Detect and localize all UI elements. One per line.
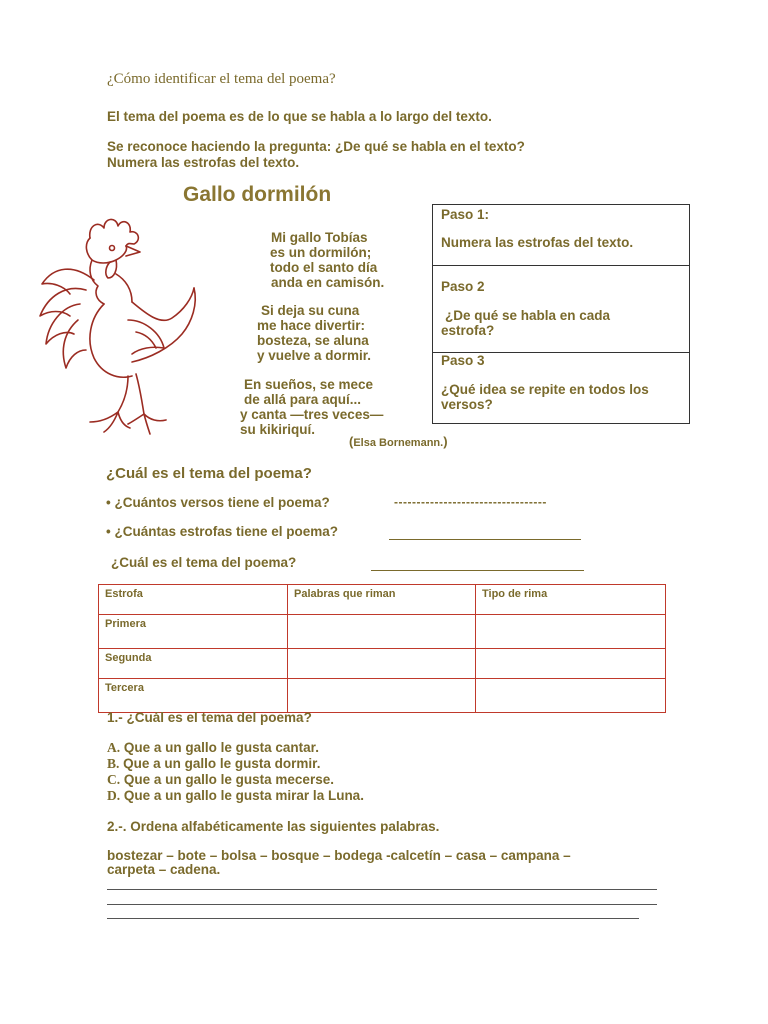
poem-title: Gallo dormilón — [183, 183, 332, 206]
table-header: Tipo de rima — [476, 585, 666, 615]
mc-question: 1.- ¿Cuál es el tema del poema? — [107, 710, 312, 725]
option-letter: D. — [107, 788, 121, 803]
poem-line: me hace divertir: — [257, 318, 366, 333]
rhyme-table — [98, 584, 666, 713]
step-2-text — [441, 308, 610, 338]
question-stanzas: • ¿Cuántas estrofas tiene el poema? — [106, 524, 339, 539]
step-2-title: Paso 2 — [441, 279, 485, 294]
order-words-line-1: bostezar – bote – bolsa – bosque – bodega -calcetín – casa – campana – — [107, 848, 571, 863]
order-question: 2.-. Ordena alfabéticamente las siguientes palabras. — [107, 819, 440, 834]
question-theme: ¿Cuál es el tema del poema? — [111, 555, 297, 570]
paren-close: ) — [443, 434, 448, 449]
answer-blank-stanzas[interactable] — [389, 539, 581, 540]
option-text: Que a un gallo le gusta mecerse. — [123, 772, 334, 787]
answer-blank-theme[interactable] — [371, 570, 584, 571]
answer-line[interactable] — [107, 889, 657, 890]
rooster-illustration — [32, 208, 212, 440]
questions-heading: ¿Cuál es el tema del poema? — [106, 465, 312, 482]
option-letter: B. — [107, 756, 120, 771]
option-text: Que a un gallo le gusta cantar. — [123, 740, 319, 755]
step-divider — [433, 265, 689, 266]
step-3-line: ¿Qué idea se repite en todos los — [441, 382, 649, 397]
step-2-line: ¿De qué se habla en cada — [445, 308, 611, 323]
section-question: ¿Cómo identificar el tema del poema? — [107, 71, 336, 87]
intro-paragraph: El tema del poema es de lo que se habla a lo largo del texto. — [107, 109, 492, 124]
step-3-line: versos? — [441, 397, 493, 412]
poem-line: y canta —tres veces— — [240, 407, 384, 422]
answer-blank-verses[interactable]: ---------------------------------- — [394, 495, 547, 509]
table-row — [99, 615, 666, 649]
table-row — [99, 649, 666, 679]
answer-line[interactable] — [107, 904, 657, 905]
poem-line: bosteza, se aluna — [257, 333, 369, 348]
table-cell[interactable] — [288, 615, 476, 649]
poem-line: anda en camisón. — [271, 275, 385, 290]
table-cell[interactable] — [288, 649, 476, 679]
table-header: Estrofa — [99, 585, 288, 615]
option-text: Que a un gallo le gusta dormir. — [123, 756, 321, 771]
step-1-title: Paso 1: — [441, 207, 490, 222]
poem-line: es un dormilón; — [270, 245, 372, 260]
intro-line: Numera las estrofas del texto. — [107, 155, 300, 170]
poem-line: todo el santo día — [270, 260, 378, 275]
poem-line: Mi gallo Tobías — [271, 230, 368, 245]
table-row-label: Tercera — [99, 679, 288, 713]
paren-open: ( — [349, 434, 354, 449]
option-text: Que a un gallo le gusta mirar la Luna. — [123, 788, 364, 803]
table-row-label: Segunda — [99, 649, 288, 679]
poem-line: En sueños, se mece — [244, 377, 374, 392]
poem-line: Si deja su cuna — [261, 303, 360, 318]
table-cell[interactable] — [288, 679, 476, 713]
mc-option-a[interactable] — [107, 740, 319, 756]
mc-option-b[interactable] — [107, 756, 320, 772]
table-row-label: Primera — [99, 615, 288, 649]
table-cell[interactable] — [476, 649, 666, 679]
table-row — [99, 679, 666, 713]
intro-paragraph-2 — [107, 139, 525, 171]
step-1-text: Numera las estrofas del texto. — [441, 235, 634, 250]
poem-line: su kikiriquí. — [240, 422, 316, 437]
option-letter: A. — [107, 740, 121, 755]
table-header-row — [99, 585, 666, 615]
table-header: Palabras que riman — [288, 585, 476, 615]
order-words-line-2: carpeta – cadena. — [107, 862, 221, 877]
table-cell[interactable] — [476, 615, 666, 649]
author-name: Elsa Bornemann. — [353, 437, 444, 449]
mc-option-d[interactable] — [107, 788, 364, 804]
answer-line[interactable] — [107, 918, 639, 919]
poem-line: de allá para aquí... — [244, 392, 362, 407]
question-verses: • ¿Cuántos versos tiene el poema? — [106, 495, 330, 510]
step-3-title: Paso 3 — [441, 353, 485, 368]
poem-line: y vuelve a dormir. — [257, 348, 372, 363]
poem-author — [349, 434, 448, 449]
option-letter: C. — [107, 772, 121, 787]
step-3-text — [441, 382, 649, 412]
mc-option-c[interactable] — [107, 772, 334, 788]
step-2-line: estrofa? — [441, 323, 495, 338]
intro-line: Se reconoce haciendo la pregunta: ¿De qué se habla en el texto? — [107, 139, 525, 154]
table-cell[interactable] — [476, 679, 666, 713]
steps-box — [432, 204, 690, 424]
